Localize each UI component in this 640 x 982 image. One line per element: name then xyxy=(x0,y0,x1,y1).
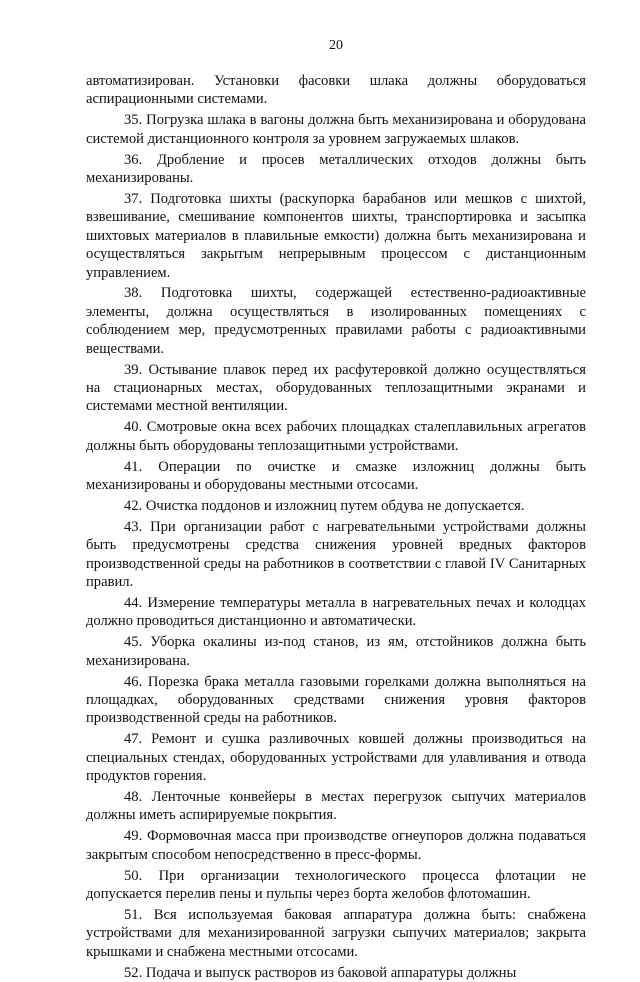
paragraph-47: 47. Ремонт и сушка разливочных ковшей должны производиться на специальных стендах, оборудованных устройствами для улавливания и отвода продуктов горения. xyxy=(86,731,586,785)
paragraph-44: 44. Измерение температуры металла в нагревательных печах и колодцах должно проводиться дистанционно и автоматически. xyxy=(86,594,586,630)
paragraph-51: 51. Вся используемая баковая аппаратура должна быть: снабжена устройствами для механизированной загрузки сыпучих материалов; закрыта крышками и снабжена местными отсосами. xyxy=(86,906,586,960)
paragraph-50: 50. При организации технологического процесса флотации не допускается перелив пены и пульпы через борта желобов флотомашин. xyxy=(86,867,586,903)
paragraph-continuation: автоматизирован. Установки фасовки шлака должны оборудоваться аспирационными системами. xyxy=(86,73,586,108)
paragraph-42: 42. Очистка поддонов и изложниц путем обдува не допускается. xyxy=(124,497,525,514)
paragraph-35: 35. Погрузка шлака в вагоны должна быть механизирована и оборудована системой дистанционного контроля за уровнем загружаемых шлаков. xyxy=(86,112,586,147)
paragraph-41: 41. Операции по очистке и смазке изложниц должны быть механизированы и оборудованы местными отсосами. xyxy=(86,458,586,494)
paragraph-40: 40. Смотровые окна всех рабочих площадках сталеплавильных агрегатов должны быть оборудованы теплозащитными устройствами. xyxy=(86,419,586,454)
paragraph-38: 38. Подготовка шихты, содержащей естественно-радиоактивные элементы, должна осуществляться в изолированных помещениях с соблюдением мер, предусмотренных правилами работы с радиоактивными веществами. xyxy=(86,285,586,357)
paragraph-36: 36. Дробление и просев металлических отходов должны быть механизированы. xyxy=(86,151,586,187)
document-body xyxy=(86,72,586,982)
paragraph-46: 46. Порезка брака металла газовыми горелками должна выполняться на площадках, оборудованных средствами снижения уровня факторов производственной среды на работников. xyxy=(86,673,586,727)
paragraph-49: 49. Формовочная масса при производстве огнеупоров должна подаваться закрытым способом непосредственно в пресс-формы. xyxy=(86,828,586,863)
paragraph-48: 48. Ленточные конвейеры в местах перегрузок сыпучих материалов должны иметь аспирируемые покрытия. xyxy=(86,789,586,824)
paragraph-43: 43. При организации работ с нагревательными устройствами должны быть предусмотрены средства снижения уровней вредных факторов производственной среды на работников в соответствии с главой IV Санитарных правил. xyxy=(86,518,586,591)
paragraph-37: 37. Подготовка шихты (раскупорка барабанов или мешков с шихтой, взвешивание, смешивание компонентов шихты, транспортировка и засыпка шихтовых материалов в плавильные емкости) должна быть механизирована и осуществляться закрытым непрерывным процессом с дистанционным управлением. xyxy=(86,190,586,281)
page-number: 20 xyxy=(329,38,343,53)
paragraph-39: 39. Остывание плавок перед их расфутеровкой должно осуществляться на стационарных местах, оборудованных теплозащитными экранами и системами местной вентиляции. xyxy=(86,361,586,415)
paragraph-45: 45. Уборка окалины из-под станов, из ям, отстойников должна быть механизирована. xyxy=(86,634,586,669)
paragraph-52: 52. Подача и выпуск растворов из баковой аппаратуры должны xyxy=(124,964,517,981)
